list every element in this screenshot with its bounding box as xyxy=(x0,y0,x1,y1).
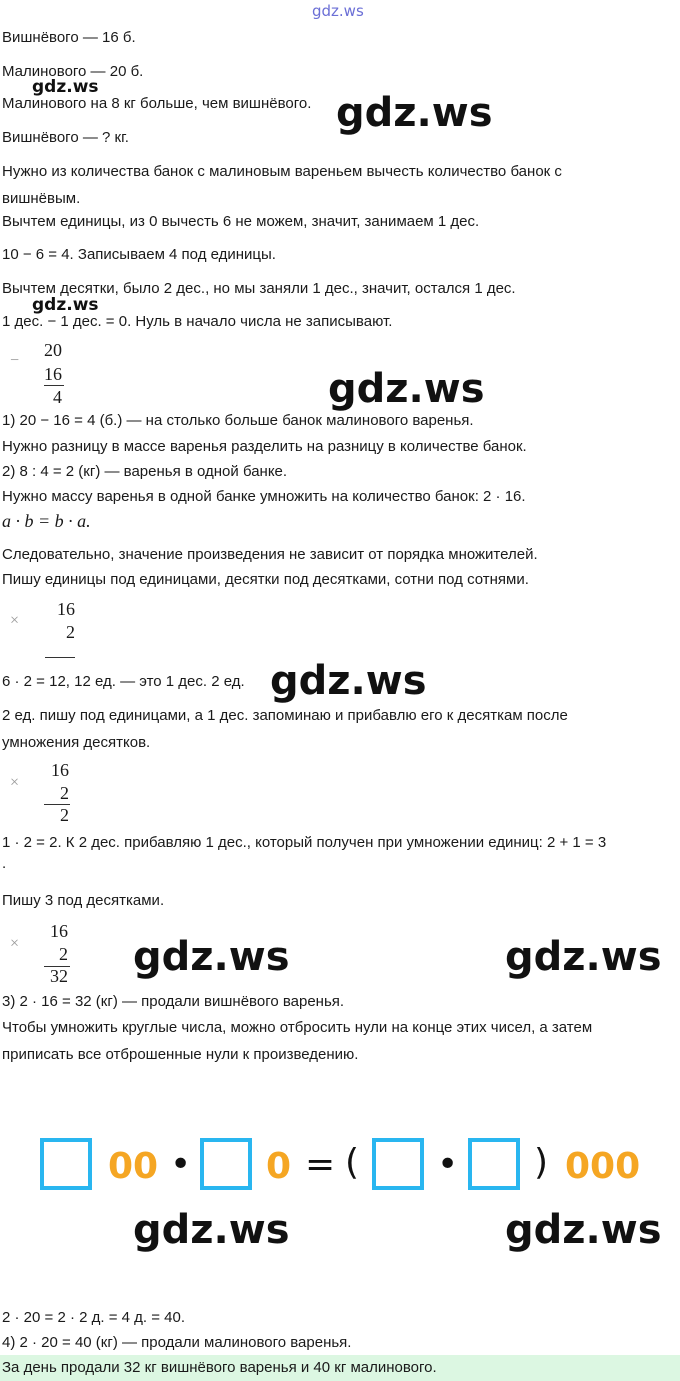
column-operand: 20 xyxy=(44,340,62,360)
left-paren: ( xyxy=(345,1142,360,1183)
watermark: gdz.ws xyxy=(133,934,290,980)
text-line: 1 · 2 = 2. К 2 дес. прибавляю 1 дес., который получен при умножении единиц: 2 + 1 = 3 xyxy=(2,834,607,851)
text-line: 1) 20 − 16 = 4 (б.) — на столько больше банок малинового варенья. xyxy=(2,412,474,429)
watermark: gdz.ws xyxy=(32,77,99,97)
watermark: gdz.ws xyxy=(336,90,493,136)
right-paren: ) xyxy=(534,1142,549,1183)
minus-sign: − xyxy=(10,352,20,369)
column-operand: 2 xyxy=(66,622,75,642)
times-sign: × xyxy=(10,774,20,791)
column-result: 4 xyxy=(53,387,62,407)
column-operand: 16 xyxy=(51,760,69,780)
column-result: 32 xyxy=(50,966,68,986)
text-line: Следовательно, значение произведения не зависит от порядка множителей. xyxy=(2,546,538,563)
times-sign: × xyxy=(10,612,20,629)
text-line: Пишу единицы под единицами, десятки под десятками, сотни под сотнями. xyxy=(2,571,529,588)
text-line: 1 дес. − 1 дес. = 0. Нуль в начало числа не записывают. xyxy=(2,313,393,330)
column-operand: 16 xyxy=(57,599,75,619)
zeros-label: 0 xyxy=(266,1146,292,1187)
text-line: Вишнёвого — 16 б. xyxy=(2,29,136,46)
text-line: Малинового — 20 б. xyxy=(2,63,144,80)
text-line: Вишнёвого — ? кг. xyxy=(2,129,129,146)
formula-line: a · b = b · a. xyxy=(2,511,91,531)
text-line: 2 · 20 = 2 · 2 д. = 4 д. = 40. xyxy=(2,1309,186,1326)
watermark: gdz.ws xyxy=(270,658,427,704)
column-operand: 16 xyxy=(44,364,62,384)
text-line: Нужно разницу в массе варенья разделить на разницу в количестве банок. xyxy=(2,438,527,455)
text-line: Вычтем десятки, было 2 дес., но мы заняли 1 дес., значит, остался 1 дес. xyxy=(2,280,516,297)
column-operand: 2 xyxy=(59,944,68,964)
empty-box xyxy=(40,1138,92,1190)
watermark: gdz.ws xyxy=(133,1207,290,1253)
text-line: 4) 2 · 20 = 40 (кг) — продали малинового варенья. xyxy=(2,1334,352,1351)
column-result: 2 xyxy=(60,805,69,825)
empty-box xyxy=(200,1138,252,1190)
answer-line: За день продали 32 кг вишнёвого варенья и 40 кг малинового. xyxy=(2,1359,437,1376)
watermark-top: gdz.ws xyxy=(312,2,364,20)
multiply-dot: • xyxy=(437,1144,459,1185)
watermark: gdz.ws xyxy=(505,934,662,980)
text-paragraph: Чтобы умножить круглые числа, можно отбросить нули на конце этих чисел, а затем приписать все отброшенные нули к произведению. xyxy=(2,1019,593,1063)
text-line: Нужно массу варенья в одной банке умножить на количество банок: 2 · 16. xyxy=(2,488,526,505)
text-line: Пишу 3 под десятками. xyxy=(2,892,165,909)
watermark: gdz.ws xyxy=(328,366,485,412)
zeros-label: 000 xyxy=(565,1146,641,1187)
text-line: 3) 2 · 16 = 32 (кг) — продали вишнёвого варенья. xyxy=(2,993,345,1010)
text-line: 6 · 2 = 12, 12 ед. — это 1 дес. 2 ед. xyxy=(2,673,245,690)
zeros-label: 00 xyxy=(108,1146,159,1187)
empty-box xyxy=(468,1138,520,1190)
text-line: Вычтем единицы, из 0 вычесть 6 не можем, значит, занимаем 1 дес. xyxy=(2,213,480,230)
watermark: gdz.ws xyxy=(32,295,99,315)
empty-box xyxy=(372,1138,424,1190)
times-sign: × xyxy=(10,935,20,952)
multiply-dot: • xyxy=(170,1144,192,1185)
text-line: 2) 8 : 4 = 2 (кг) — варенья в одной банке. xyxy=(2,463,288,480)
text-line: . xyxy=(2,855,7,872)
text-paragraph: Нужно из количества банок с малиновым вареньем вычесть количество банок с вишнёвым. xyxy=(2,163,562,207)
column-operand: 16 xyxy=(50,921,68,941)
text-paragraph: 2 ед. пишу под единицами, а 1 дес. запоминаю и прибавлю его к десяткам после умножения десятков. xyxy=(2,707,568,751)
equals-sign: = xyxy=(305,1144,336,1185)
column-divider xyxy=(44,385,64,386)
watermark: gdz.ws xyxy=(505,1207,662,1253)
column-divider xyxy=(45,657,75,658)
text-line: Малинового на 8 кг больше, чем вишнёвого. xyxy=(2,95,312,112)
column-operand: 2 xyxy=(60,783,69,803)
text-line: 10 − 6 = 4. Записываем 4 под единицы. xyxy=(2,246,276,263)
